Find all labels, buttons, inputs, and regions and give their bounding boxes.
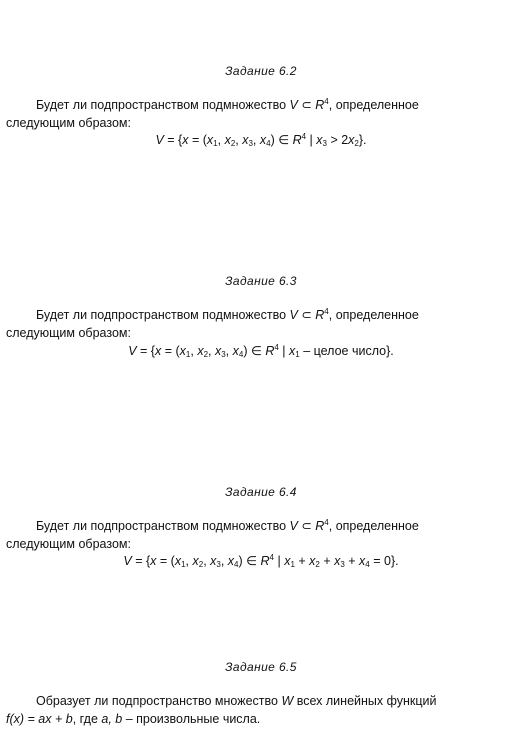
task-question-line2: следующим образом: <box>6 116 131 130</box>
task-title: Задание 6.5 <box>225 660 297 674</box>
set-formula: $V = \{x = (x_1$, $x_2$, $x_3$, $x_4$) ∈ $R^4$ | $x_3 > 2x_2$}. <box>155 132 367 148</box>
set-formula: $V = \{x = (x_1$, $x_2$, $x_3$, $x_4$) ∈ $R^4$ | $x_1$ – целое число}. <box>128 343 394 359</box>
task-question-line2: f(x) = ax + b, где a, b – произвольные числа. <box>6 712 261 726</box>
task-question-line2: следующим образом: <box>6 326 131 340</box>
task-question: Будет ли подпространством подмножество V ⊂ $R^4$, определенное <box>36 518 419 533</box>
task-question: Образует ли подпространство множество W всех линейных функций <box>36 694 437 708</box>
task-title: Задание 6.3 <box>225 274 297 288</box>
set-formula: $V = \{x = (x_1$, $x_2$, $x_3$, $x_4$) ∈ $R^4$ | $x_1 + x_2 + x_3 + x_4 = 0$}. <box>123 553 399 569</box>
task-title: Задание 6.2 <box>225 64 297 78</box>
task-title: Задание 6.4 <box>225 485 297 499</box>
task-question: Будет ли подпространством подмножество V ⊂ $R^4$, определенное <box>36 307 419 322</box>
task-question-line2: следующим образом: <box>6 537 131 551</box>
task-question: Будет ли подпространством подмножество V ⊂ $R^4$, определенное <box>36 97 419 112</box>
